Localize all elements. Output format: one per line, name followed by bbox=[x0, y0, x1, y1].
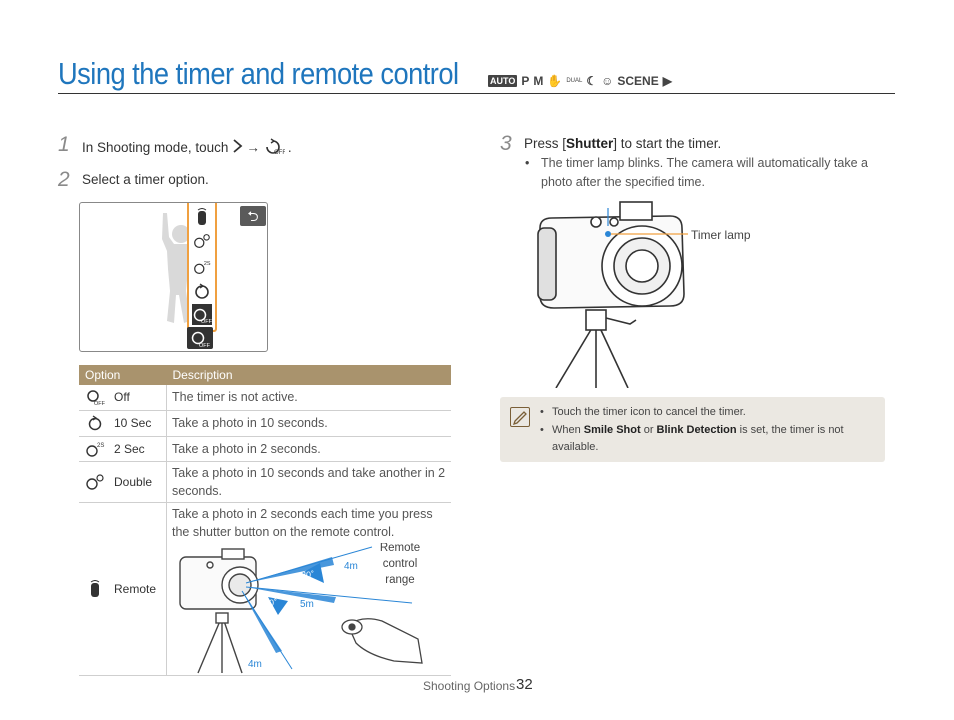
timer-lamp-indicator bbox=[605, 231, 611, 237]
step-3-number: 3 bbox=[500, 132, 512, 155]
step-1-text bbox=[82, 137, 292, 158]
range-label-line-1: Remote bbox=[379, 542, 421, 554]
footer-section-label: Shooting Options bbox=[423, 679, 516, 693]
option-label: 10 Sec bbox=[114, 416, 152, 430]
table-row bbox=[79, 436, 451, 461]
note-line-1: • Touch the timer icon to cancel the timer. bbox=[552, 404, 872, 421]
step-3-bullet: • The timer lamp blinks. The camera will automatically take a photo after the specified time. bbox=[541, 154, 881, 192]
shutter-key: Shutter bbox=[566, 136, 614, 151]
shooting-mode-icons bbox=[488, 73, 672, 89]
movie-mode-icon: ▶ bbox=[662, 74, 672, 88]
double-option-icon[interactable] bbox=[192, 231, 212, 251]
title-divider bbox=[58, 93, 895, 94]
range-label-line-3: range bbox=[385, 573, 415, 586]
svg-text:OFF: OFF bbox=[199, 343, 210, 349]
option-label: Off bbox=[114, 390, 130, 405]
step-3-rest: ] to start the timer. bbox=[613, 136, 722, 151]
option-label: 2 Sec bbox=[114, 441, 145, 456]
10sec-option-icon[interactable] bbox=[192, 281, 212, 301]
angle-label-2: 30˚ bbox=[264, 597, 278, 608]
timer-options-table bbox=[79, 365, 451, 676]
remote-option-icon[interactable] bbox=[192, 207, 212, 227]
note-text: When bbox=[552, 424, 584, 436]
step-1-number: 1 bbox=[58, 133, 70, 156]
table-row bbox=[79, 461, 451, 502]
option-description: The timer is not active. bbox=[167, 385, 452, 410]
timer-lamp-label: Timer lamp bbox=[691, 228, 751, 242]
chevron-right-icon bbox=[231, 138, 243, 157]
distance-label-3: 4m bbox=[248, 658, 262, 670]
remote-icon bbox=[84, 579, 106, 599]
timer-double-icon bbox=[84, 472, 106, 492]
m-mode-icon: M bbox=[533, 74, 544, 88]
option-description: Take a photo in 2 seconds each time you press the shutter button on the remote control. bbox=[172, 506, 433, 539]
note-box bbox=[500, 397, 885, 462]
hand-mode-icon: ✋ bbox=[547, 74, 563, 88]
camera-tripod-illustration bbox=[520, 198, 760, 388]
step-2-number: 2 bbox=[58, 168, 70, 191]
timer-off-icon bbox=[84, 387, 106, 407]
blink-detection-label: Blink Detection bbox=[656, 424, 737, 436]
range-label-line-2: control bbox=[382, 557, 418, 570]
back-button[interactable] bbox=[240, 206, 266, 226]
svg-text:OFF: OFF bbox=[201, 318, 212, 324]
note-text: or bbox=[640, 424, 657, 436]
svg-text:2S: 2S bbox=[97, 442, 105, 449]
distance-label-2: 5m bbox=[300, 598, 314, 610]
scene-mode-icon: SCENE bbox=[617, 74, 659, 88]
timer-off-icon bbox=[263, 137, 285, 158]
step-1-period: . bbox=[287, 140, 292, 155]
page-title: Using the timer and remote control bbox=[58, 56, 459, 91]
note-text: is set, the timer is not available. bbox=[552, 424, 844, 453]
step-3-text bbox=[524, 136, 721, 151]
option-description: Take a photo in 2 seconds. bbox=[167, 436, 452, 461]
table-header-description: Description bbox=[167, 365, 452, 385]
option-description: Take a photo in 10 seconds. bbox=[167, 410, 452, 436]
back-arrow-icon: ⮌ bbox=[247, 208, 259, 224]
auto-mode-icon: AUTO bbox=[490, 76, 516, 86]
remote-range-diagram bbox=[172, 543, 446, 675]
note-line-2 bbox=[552, 422, 872, 456]
table-header-option: Option bbox=[79, 365, 167, 385]
option-description: Take a photo in 10 seconds and take another in 2 seconds. bbox=[167, 461, 452, 502]
beauty-mode-icon: ☺ bbox=[601, 74, 614, 88]
table-row bbox=[79, 410, 451, 436]
table-row bbox=[79, 502, 451, 675]
angle-label-1: 30˚ bbox=[301, 569, 315, 580]
svg-text:OFF: OFF bbox=[273, 150, 285, 155]
timer-options-strip bbox=[187, 203, 217, 332]
page-number: 32 bbox=[516, 676, 533, 693]
step-2-text: Select a timer option. bbox=[82, 172, 209, 187]
camera-screen-mockup bbox=[79, 202, 268, 352]
note-icon bbox=[510, 407, 530, 427]
p-mode-icon: P bbox=[521, 74, 530, 88]
option-label: Remote bbox=[114, 581, 157, 596]
step-1-arrow: → bbox=[246, 140, 260, 155]
table-row bbox=[79, 385, 451, 410]
smile-shot-label: Smile Shot bbox=[583, 424, 641, 436]
option-label: Double bbox=[114, 474, 153, 489]
svg-text:OFF: OFF bbox=[94, 401, 105, 407]
2sec-option-icon[interactable] bbox=[192, 257, 212, 277]
current-timer-icon[interactable] bbox=[187, 327, 213, 349]
step-3-press: Press [ bbox=[524, 136, 567, 151]
night-mode-icon: ☾ bbox=[586, 74, 598, 88]
timer-10-icon bbox=[84, 413, 106, 433]
svg-text:2S: 2S bbox=[203, 261, 211, 268]
timer-2-icon bbox=[84, 439, 106, 459]
dual-mode-icon: DUAL bbox=[566, 78, 583, 84]
off-option-icon[interactable] bbox=[192, 304, 212, 325]
distance-label-1: 4m bbox=[344, 560, 358, 572]
hand-with-remote-icon bbox=[342, 618, 422, 662]
step-1-label: In Shooting mode, touch bbox=[82, 140, 229, 155]
